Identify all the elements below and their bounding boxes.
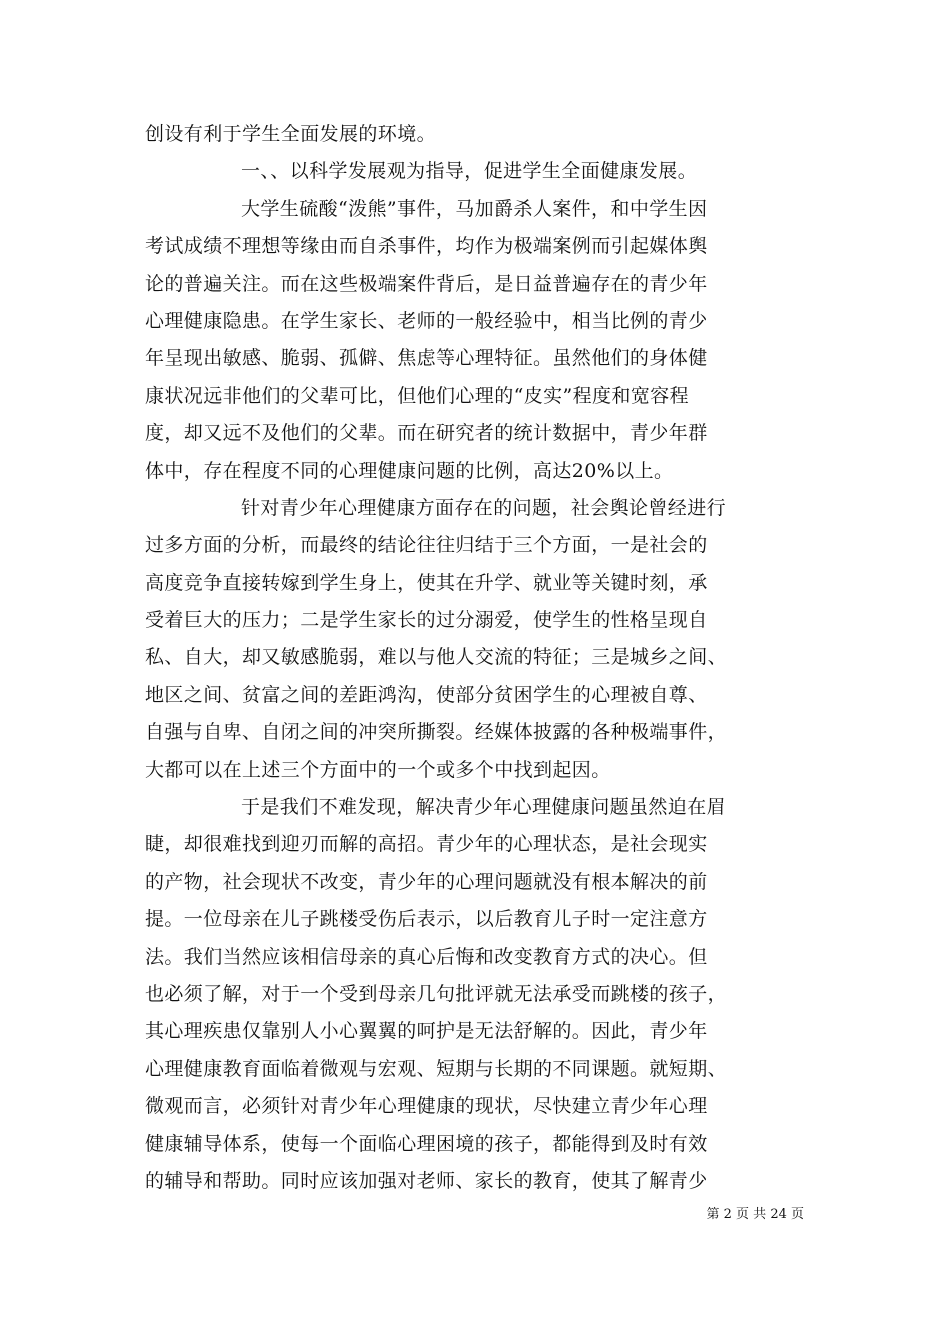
text-line: 地区之间、贫富之间的差距鸿沟，使部分贫困学生的心理被自尊、 [145,683,708,706]
text-line: 康状况远非他们的父辈可比，但他们心理的“皮实”程度和宽容程 [145,384,690,407]
text-line: 度，却又远不及他们的父辈。而在研究者的统计数据中，青少年群 [145,422,708,445]
text-line: 论的普遍关注。而在这些极端案件背后，是日益普遍存在的青少年 [145,272,708,295]
text-line: 的辅导和帮助。同时应该加强对老师、家长的教育，使其了解青少 [145,1169,708,1192]
text-line: 受着巨大的压力；二是学生家长的过分溺爱，使学生的性格呈现自 [145,609,708,632]
text-line: 心理健康教育面临着微观与宏观、短期与长期的不同课题。就短期、 [145,1057,728,1080]
text-line: 于是我们不难发现，解决青少年心理健康问题虽然迫在眉 [241,796,727,819]
text-line: 也必须了解，对于一个受到母亲几句批评就无法承受而跳楼的孩子， [145,982,728,1005]
text-line: 大都可以在上述三个方面中的一个或多个中找到起因。 [145,758,611,781]
text-line: 高度竞争直接转嫁到学生身上，使其在升学、就业等关键时刻，承 [145,571,708,594]
text-line: 过多方面的分析，而最终的结论往往归结于三个方面，一是社会的 [145,534,708,557]
text-line: 年呈现出敏感、脆弱、孤僻、焦虑等心理特征。虽然他们的身体健 [145,347,708,370]
text-line: 提。一位母亲在儿子跳楼受伤后表示，以后教育儿子时一定注意方 [145,908,708,931]
text-line: 自强与自卑、自闭之间的冲突所撕裂。经媒体披露的各种极端事件， [145,721,728,744]
text-line: 针对青少年心理健康方面存在的问题，社会舆论曾经进行 [241,496,727,519]
text-line: 法。我们当然应该相信母亲的真心后悔和改变教育方式的决心。但 [145,945,708,968]
text-line: 睫，却很难找到迎刃而解的高招。青少年的心理状态，是社会现实 [145,833,708,856]
text-line: 体中，存在程度不同的心理健康问题的比例，高达20%以上。 [145,459,674,482]
page-number: 第 2 页 共 24 页 [706,1207,804,1222]
text-line: 其心理疾患仅靠别人小心翼翼的呵护是无法舒解的。因此，青少年 [145,1020,708,1043]
text-line: 微观而言，必须针对青少年心理健康的现状，尽快建立青少年心理 [145,1095,708,1118]
body-text [145,116,805,1200]
text-line: 私、自大，却又敏感脆弱，难以与他人交流的特征；三是城乡之间、 [145,646,728,669]
text-line: 大学生硫酸“泼熊”事件，马加爵杀人案件，和中学生因 [241,197,708,220]
text-line: 心理健康隐患。在学生家长、老师的一般经验中，相当比例的青少 [145,309,708,332]
text-line: 创设有利于学生全面发展的环境。 [145,123,437,145]
text-line: 健康辅导体系，使每一个面临心理困境的孩子，都能得到及时有效 [145,1132,708,1155]
section-heading: 一、、以科学发展观为指导，促进学生全面健康发展。 [241,160,698,183]
text-line: 考试成绩不理想等缘由而自杀事件，均作为极端案例而引起媒体舆 [145,235,708,258]
text-line: 的产物，社会现状不改变，青少年的心理问题就没有根本解决的前 [145,870,708,893]
